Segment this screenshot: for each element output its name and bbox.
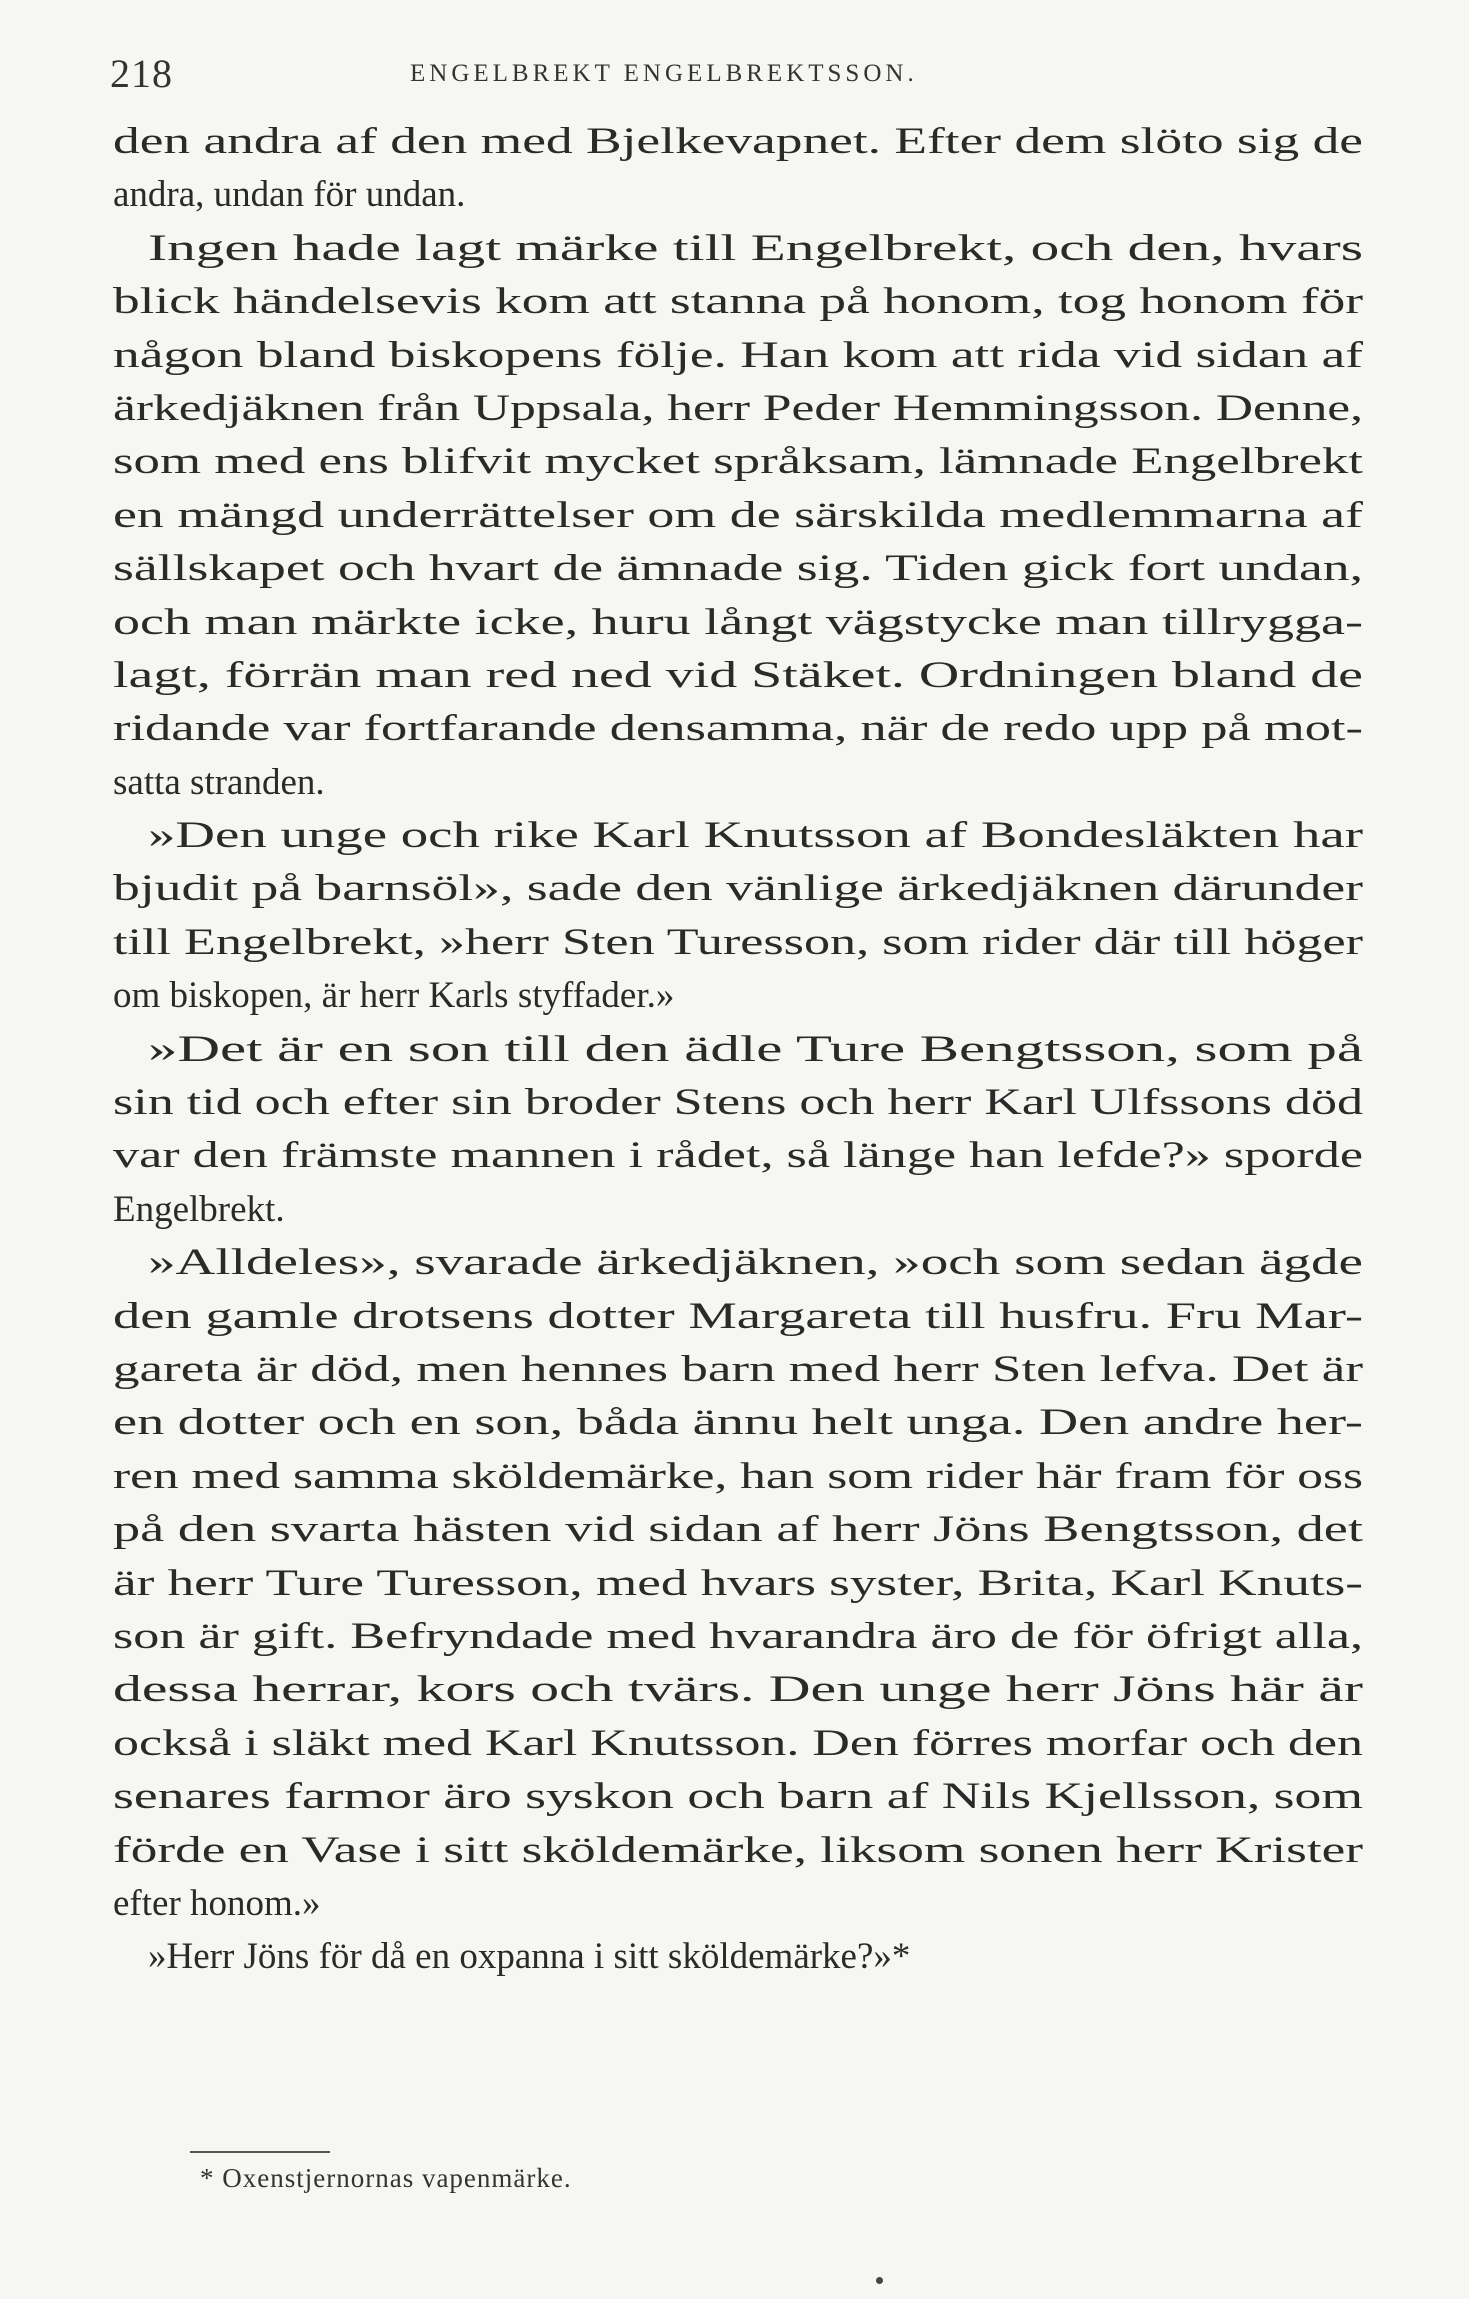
text-line-content: sällskapet och hvart de ämnade sig. Tiden gick fort undan, <box>113 548 1363 590</box>
footnote-rule <box>190 2151 330 2153</box>
text-line <box>113 702 1363 755</box>
text-line <box>113 329 1363 382</box>
text-line <box>113 1396 1363 1449</box>
text-line <box>113 1076 1363 1129</box>
text-line-content: som med ens blifvit mycket språksam, lämnade Engelbrekt <box>113 441 1363 483</box>
text-line-content: någon bland biskopens följe. Han kom att rida vid sidan af <box>113 334 1363 376</box>
text-line <box>113 916 1363 969</box>
text-line-content: senares farmor äro syskon och barn af Nils Kjellsson, som <box>113 1776 1363 1818</box>
text-line <box>113 1023 1363 1076</box>
print-speck <box>876 2277 883 2284</box>
text-line-content: en dotter och en son, båda ännu helt unga. Den andre her- <box>113 1402 1363 1444</box>
text-line-content: ärkedjäknen från Uppsala, herr Peder Hemmingsson. Denne, <box>113 387 1363 429</box>
text-line <box>113 489 1363 542</box>
text-line <box>113 222 1363 275</box>
text-line <box>113 969 1363 1022</box>
running-title: ENGELBREKT ENGELBREKTSSON. <box>410 60 918 87</box>
text-line <box>113 1663 1363 1716</box>
text-line-content: och man märkte icke, huru långt vägstycke man tillrygga- <box>113 601 1363 643</box>
text-line <box>113 756 1363 809</box>
text-line-content: om biskopen, är herr Karls styffader.» <box>113 975 675 1017</box>
text-line <box>113 1450 1363 1503</box>
text-line <box>113 1503 1363 1556</box>
text-line <box>113 115 1363 168</box>
running-head <box>110 50 1370 100</box>
text-line <box>113 168 1363 221</box>
text-line-content: den andra af den med Bjelkevapnet. Efter dem slöto sig de <box>113 121 1363 162</box>
text-line <box>113 1824 1363 1877</box>
text-line <box>113 1930 1363 1983</box>
text-line-content: ren med samma sköldemärke, han som rider här fram för oss <box>113 1455 1363 1497</box>
text-line <box>113 1343 1363 1396</box>
footnote: * Oxenstjernornas vapenmärke. <box>200 2163 572 2193</box>
text-line <box>113 596 1363 649</box>
text-line-content: på den svarta hästen vid sidan af herr Jöns Bengtsson, det <box>113 1509 1363 1551</box>
text-line-content: sin tid och efter sin broder Stens och herr Karl Ulfssons död <box>113 1082 1363 1124</box>
text-line-content: till Engelbrekt, »herr Sten Turesson, som rider där till höger <box>113 921 1363 963</box>
text-line-content: förde en Vase i sitt sköldemärke, liksom sonen herr Krister <box>113 1829 1363 1871</box>
text-line-content: »Den unge och rike Karl Knutsson af Bondesläkten har <box>148 815 1363 857</box>
text-line <box>113 1877 1363 1930</box>
text-line-content: ridande var fortfarande densamma, när de redo upp på mot- <box>113 708 1363 750</box>
text-line <box>113 275 1363 328</box>
text-line-content: satta stranden. <box>113 761 325 803</box>
text-line-content: Engelbrekt. <box>113 1188 285 1230</box>
text-line <box>113 1717 1363 1770</box>
text-line <box>113 1236 1363 1289</box>
text-line <box>113 1183 1363 1236</box>
text-line-content: »Herr Jöns för då en oxpanna i sitt sköldemärke?»* <box>148 1936 911 1978</box>
text-line <box>113 1290 1363 1343</box>
text-line-content: »Det är en son till den ädle Ture Bengtsson, som på <box>148 1028 1363 1070</box>
text-line-content: var den främste mannen i rådet, så länge han lefde?» sporde <box>113 1135 1363 1177</box>
text-line <box>113 382 1363 435</box>
text-line-content: lagt, förrän man red ned vid Stäket. Ordningen bland de <box>113 654 1363 696</box>
page-number: 218 <box>110 51 173 96</box>
text-line-content: också i släkt med Karl Knutsson. Den förres morfar och den <box>113 1722 1363 1764</box>
text-line-content: gareta är död, men hennes barn med herr Sten lefva. Det är <box>113 1348 1363 1390</box>
text-line <box>113 649 1363 702</box>
text-line-content: son är gift. Befryndade med hvarandra äro de för öfrigt alla, <box>113 1615 1363 1657</box>
text-line <box>113 809 1363 862</box>
text-line <box>113 1129 1363 1182</box>
text-line-content: den gamle drotsens dotter Margareta till husfru. Fru Mar- <box>113 1295 1363 1337</box>
body-text <box>113 115 1363 1984</box>
text-line-content: blick händelsevis kom att stanna på honom, tog honom för <box>113 281 1363 323</box>
text-line <box>113 1610 1363 1663</box>
text-line-content: dessa herrar, kors och tvärs. Den unge herr Jöns här är <box>113 1669 1363 1711</box>
text-line <box>113 542 1363 595</box>
text-line-content: bjudit på barnsöl», sade den vänlige ärkedjäknen därunder <box>113 868 1363 910</box>
text-line-content: andra, undan för undan. <box>113 174 466 216</box>
text-line <box>113 435 1363 488</box>
text-line-content: Ingen hade lagt märke till Engelbrekt, och den, hvars <box>148 227 1363 269</box>
text-line <box>113 862 1363 915</box>
text-line-content: en mängd underrättelser om de särskilda medlemmarna af <box>113 494 1363 536</box>
text-line <box>113 1557 1363 1610</box>
text-line-content: är herr Ture Turesson, med hvars syster, Brita, Karl Knuts- <box>113 1562 1363 1604</box>
text-line-content: efter honom.» <box>113 1882 321 1924</box>
text-line-content: »Alldeles», svarade ärkedjäknen, »och som sedan ägde <box>148 1242 1363 1284</box>
text-line <box>113 1770 1363 1823</box>
